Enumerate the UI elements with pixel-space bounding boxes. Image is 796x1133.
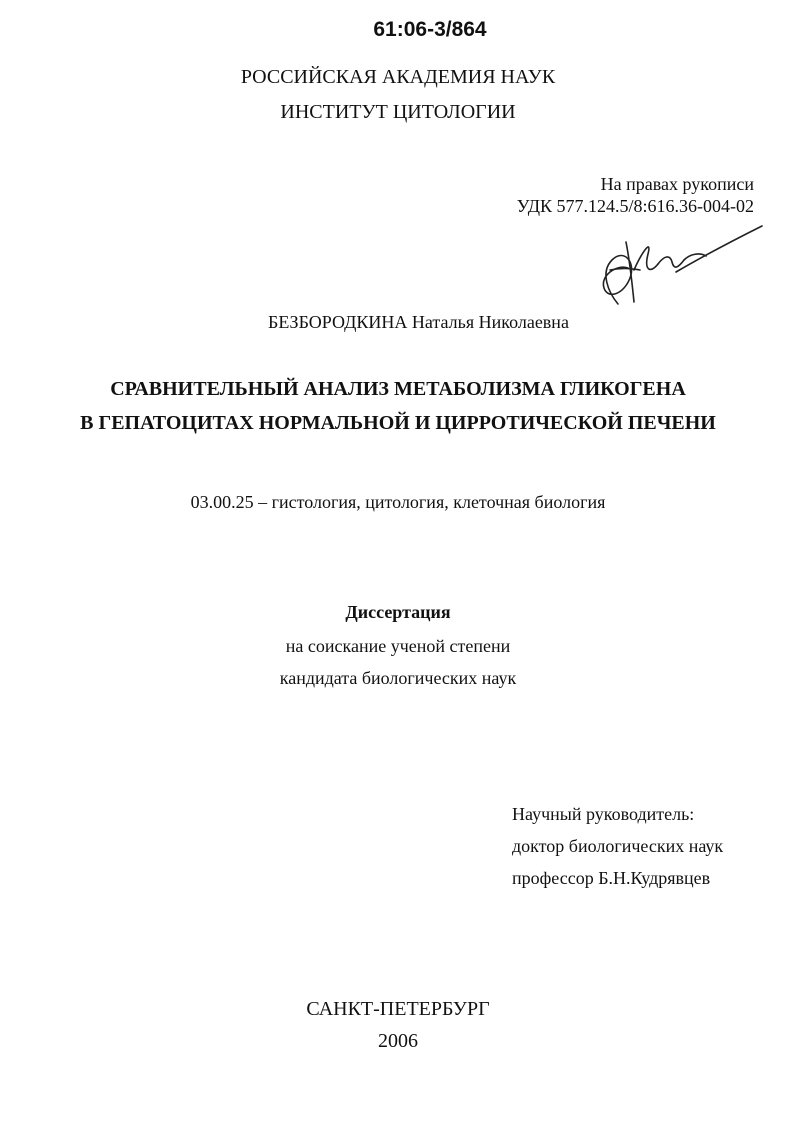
institute-name: ИНСТИТУТ ЦИТОЛОГИИ xyxy=(280,101,516,123)
thesis-title-line-1: СРАВНИТЕЛЬНЫЙ АНАЛИЗ МЕТАБОЛИЗМА ГЛИКОГЕНА xyxy=(110,378,686,400)
supervisor-name: профессор Б.Н.Кудрявцев xyxy=(512,868,711,888)
catalog-number: 61:06-3/864 xyxy=(373,18,487,41)
thesis-title-line-2: В ГЕПАТОЦИТАХ НОРМАЛЬНОЙ И ЦИРРОТИЧЕСКОЙ ПЕЧЕНИ xyxy=(80,412,716,434)
supervisor-label: Научный руководитель: xyxy=(512,804,695,824)
degree-line-1: на соискание ученой степени xyxy=(285,636,511,656)
supervisor-degree: доктор биологических наук xyxy=(512,836,724,856)
city: САНКТ-ПЕТЕРБУРГ xyxy=(306,998,490,1020)
academy-name: РОССИЙСКАЯ АКАДЕМИЯ НАУК xyxy=(240,66,556,88)
year: 2006 xyxy=(378,1030,418,1052)
specialty-code: 03.00.25 – гистология, цитология, клеточная биология xyxy=(190,492,606,512)
degree-line-2: кандидата биологических наук xyxy=(279,668,517,688)
manuscript-rights: На правах рукописи xyxy=(600,174,754,194)
author-name: БЕЗБОРОДКИНА Наталья Николаевна xyxy=(268,312,569,332)
udc-code: УДК 577.124.5/8:616.36-004-02 xyxy=(516,196,754,216)
dissertation-label: Диссертация xyxy=(345,602,451,622)
handwritten-signature xyxy=(590,212,770,312)
